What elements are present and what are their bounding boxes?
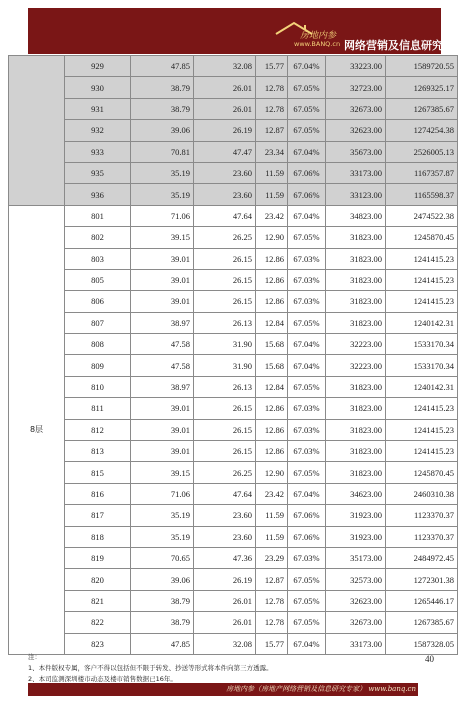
inner-area-cell: 26.15: [194, 291, 256, 312]
unit-cell: 813: [65, 441, 131, 462]
ratio-cell: 67.05%: [288, 98, 326, 119]
ratio-cell: 67.03%: [288, 269, 326, 290]
table-row: [9, 184, 458, 205]
unit-price-cell: 35673.00: [326, 141, 386, 162]
total-price-cell: 1267385.67: [386, 612, 458, 633]
unit-price-cell: 31823.00: [326, 291, 386, 312]
table-row: [9, 355, 458, 376]
inner-area-cell: 26.13: [194, 312, 256, 333]
ratio-cell: 67.04%: [288, 633, 326, 654]
inner-area-cell: 32.08: [194, 56, 256, 77]
total-price-cell: 1240142.31: [386, 376, 458, 397]
inner-area-cell: 26.01: [194, 77, 256, 98]
total-price-cell: 1533170.34: [386, 355, 458, 376]
table-row: [9, 505, 458, 526]
shared-area-cell: 23.29: [256, 547, 288, 568]
unit-price-cell: 33223.00: [326, 56, 386, 77]
shared-area-cell: 12.78: [256, 590, 288, 611]
ratio-cell: 67.06%: [288, 526, 326, 547]
inner-area-cell: 26.15: [194, 441, 256, 462]
table-row: [9, 227, 458, 248]
ratio-cell: 67.04%: [288, 205, 326, 226]
total-area-cell: 38.79: [131, 590, 194, 611]
note-line-2: 2、本司监测深圳楼市动态及楼市销售数据已16年。: [28, 675, 177, 683]
shared-area-cell: 12.86: [256, 291, 288, 312]
total-price-cell: 1241415.23: [386, 441, 458, 462]
ratio-cell: 67.05%: [288, 612, 326, 633]
unit-price-cell: 31923.00: [326, 505, 386, 526]
unit-price-cell: 31823.00: [326, 462, 386, 483]
ratio-cell: 67.03%: [288, 441, 326, 462]
unit-cell: 823: [65, 633, 131, 654]
unit-price-cell: 32673.00: [326, 98, 386, 119]
table-row: [9, 205, 458, 226]
table-row: [9, 462, 458, 483]
unit-cell: 811: [65, 398, 131, 419]
table-row: [9, 569, 458, 590]
table-row: [9, 483, 458, 504]
inner-area-cell: 47.64: [194, 205, 256, 226]
shared-area-cell: 11.59: [256, 184, 288, 205]
header-banner: [28, 8, 465, 54]
unit-cell: 807: [65, 312, 131, 333]
total-area-cell: 38.97: [131, 376, 194, 397]
total-price-cell: 1241415.23: [386, 419, 458, 440]
shared-area-cell: 12.84: [256, 376, 288, 397]
ratio-cell: 67.05%: [288, 590, 326, 611]
shared-area-cell: 12.86: [256, 398, 288, 419]
shared-area-cell: 11.59: [256, 526, 288, 547]
total-price-cell: 1123370.37: [386, 526, 458, 547]
total-price-cell: 1274254.38: [386, 120, 458, 141]
unit-price-cell: 33173.00: [326, 162, 386, 183]
shared-area-cell: 12.86: [256, 441, 288, 462]
inner-area-cell: 26.19: [194, 569, 256, 590]
inner-area-cell: 26.01: [194, 590, 256, 611]
total-area-cell: 47.85: [131, 56, 194, 77]
ratio-cell: 67.05%: [288, 227, 326, 248]
table-row: [9, 398, 458, 419]
inner-area-cell: 23.60: [194, 162, 256, 183]
inner-area-cell: 26.01: [194, 612, 256, 633]
shared-area-cell: 15.77: [256, 56, 288, 77]
unit-cell: 931: [65, 98, 131, 119]
unit-price-cell: 31823.00: [326, 398, 386, 419]
ratio-cell: 67.06%: [288, 505, 326, 526]
unit-cell: 809: [65, 355, 131, 376]
unit-price-cell: 33173.00: [326, 633, 386, 654]
total-area-cell: 71.06: [131, 205, 194, 226]
unit-cell: 805: [65, 269, 131, 290]
total-price-cell: 1269325.17: [386, 77, 458, 98]
total-area-cell: 39.15: [131, 462, 194, 483]
inner-area-cell: 23.60: [194, 505, 256, 526]
total-area-cell: 35.19: [131, 505, 194, 526]
unit-cell: 802: [65, 227, 131, 248]
ratio-cell: 67.05%: [288, 312, 326, 333]
total-price-cell: 1241415.23: [386, 248, 458, 269]
unit-price-cell: 32573.00: [326, 569, 386, 590]
inner-area-cell: 32.08: [194, 633, 256, 654]
total-area-cell: 38.79: [131, 612, 194, 633]
ratio-cell: 67.04%: [288, 355, 326, 376]
table-row: [9, 419, 458, 440]
total-area-cell: 35.19: [131, 184, 194, 205]
total-area-cell: 47.58: [131, 355, 194, 376]
note-heading: 注：: [28, 653, 41, 661]
unit-cell: 935: [65, 162, 131, 183]
unit-cell: 929: [65, 56, 131, 77]
total-area-cell: 47.85: [131, 633, 194, 654]
table-row: [9, 441, 458, 462]
total-price-cell: 1245870.45: [386, 462, 458, 483]
total-price-cell: 1165598.37: [386, 184, 458, 205]
shared-area-cell: 11.59: [256, 505, 288, 526]
ratio-cell: 67.03%: [288, 419, 326, 440]
unit-price-cell: 31923.00: [326, 526, 386, 547]
table-row: [9, 590, 458, 611]
unit-price-cell: 32623.00: [326, 590, 386, 611]
total-area-cell: 39.01: [131, 398, 194, 419]
total-price-cell: 2474522.38: [386, 205, 458, 226]
total-price-cell: 1241415.23: [386, 291, 458, 312]
inner-area-cell: 23.60: [194, 526, 256, 547]
inner-area-cell: 26.25: [194, 227, 256, 248]
table-row: [9, 547, 458, 568]
unit-cell: 933: [65, 141, 131, 162]
ratio-cell: 67.05%: [288, 77, 326, 98]
shared-area-cell: 11.59: [256, 162, 288, 183]
inner-area-cell: 26.01: [194, 98, 256, 119]
total-area-cell: 38.79: [131, 77, 194, 98]
shared-area-cell: 12.78: [256, 98, 288, 119]
table-row: [9, 77, 458, 98]
unit-cell: 820: [65, 569, 131, 590]
inner-area-cell: 31.90: [194, 355, 256, 376]
inner-area-cell: 26.15: [194, 419, 256, 440]
unit-cell: 808: [65, 334, 131, 355]
inner-area-cell: 23.60: [194, 184, 256, 205]
total-area-cell: 39.01: [131, 248, 194, 269]
total-price-cell: 1272301.38: [386, 569, 458, 590]
inner-area-cell: 47.64: [194, 483, 256, 504]
unit-price-cell: 33123.00: [326, 184, 386, 205]
sales-table: [8, 55, 458, 655]
total-area-cell: 39.01: [131, 419, 194, 440]
ratio-cell: 67.04%: [288, 141, 326, 162]
total-area-cell: 39.06: [131, 569, 194, 590]
shared-area-cell: 12.84: [256, 312, 288, 333]
total-price-cell: 1240142.31: [386, 312, 458, 333]
unit-cell: 819: [65, 547, 131, 568]
total-area-cell: 39.15: [131, 227, 194, 248]
shared-area-cell: 15.68: [256, 355, 288, 376]
ratio-cell: 67.05%: [288, 462, 326, 483]
table-row: [9, 162, 458, 183]
ratio-cell: 67.05%: [288, 376, 326, 397]
total-price-cell: 1589720.55: [386, 56, 458, 77]
ratio-cell: 67.04%: [288, 334, 326, 355]
unit-cell: 936: [65, 184, 131, 205]
unit-price-cell: 34823.00: [326, 205, 386, 226]
shared-area-cell: 23.34: [256, 141, 288, 162]
inner-area-cell: 26.15: [194, 248, 256, 269]
page-number: 40: [425, 654, 434, 664]
total-price-cell: 2484972.45: [386, 547, 458, 568]
table-row: [9, 291, 458, 312]
total-area-cell: 39.01: [131, 269, 194, 290]
total-area-cell: 38.97: [131, 312, 194, 333]
note-line-1: 1、本件版权专属，客户不得以包括但不限于转发、抄送等形式将本件向第三方透露。: [28, 664, 273, 672]
unit-cell: 817: [65, 505, 131, 526]
table-row: [9, 56, 458, 77]
table-row: [9, 141, 458, 162]
unit-cell: 812: [65, 419, 131, 440]
inner-area-cell: 47.47: [194, 141, 256, 162]
inner-area-cell: 31.90: [194, 334, 256, 355]
total-area-cell: 39.01: [131, 291, 194, 312]
total-area-cell: 39.06: [131, 120, 194, 141]
unit-cell: 822: [65, 612, 131, 633]
unit-price-cell: 31823.00: [326, 312, 386, 333]
footer-bar: 房地内参（房地产网络营销及信息研究专家） www.banq.cn: [28, 683, 418, 696]
shared-area-cell: 23.42: [256, 483, 288, 504]
inner-area-cell: 26.13: [194, 376, 256, 397]
unit-price-cell: 31823.00: [326, 376, 386, 397]
unit-cell: 821: [65, 590, 131, 611]
table-row: [9, 526, 458, 547]
table-row: [9, 376, 458, 397]
total-price-cell: 1241415.23: [386, 398, 458, 419]
unit-price-cell: 31823.00: [326, 269, 386, 290]
total-price-cell: 2460310.38: [386, 483, 458, 504]
total-price-cell: 1587328.05: [386, 633, 458, 654]
inner-area-cell: 26.19: [194, 120, 256, 141]
shared-area-cell: 15.77: [256, 633, 288, 654]
ratio-cell: 67.03%: [288, 398, 326, 419]
unit-price-cell: 35173.00: [326, 547, 386, 568]
unit-price-cell: 31823.00: [326, 419, 386, 440]
unit-price-cell: 32623.00: [326, 120, 386, 141]
total-area-cell: 70.65: [131, 547, 194, 568]
unit-price-cell: 31823.00: [326, 248, 386, 269]
shared-area-cell: 12.78: [256, 77, 288, 98]
floor-label-cell: 8层: [9, 205, 65, 654]
floor-cell-previous: [9, 56, 65, 206]
total-price-cell: 1533170.34: [386, 334, 458, 355]
shared-area-cell: 23.42: [256, 205, 288, 226]
table-row: [9, 612, 458, 633]
table-row: [9, 120, 458, 141]
unit-price-cell: 32673.00: [326, 612, 386, 633]
ratio-cell: 67.04%: [288, 483, 326, 504]
table-row: [9, 248, 458, 269]
ratio-cell: 67.03%: [288, 291, 326, 312]
total-price-cell: 1267385.67: [386, 98, 458, 119]
unit-cell: 930: [65, 77, 131, 98]
ratio-cell: 67.06%: [288, 162, 326, 183]
shared-area-cell: 12.90: [256, 227, 288, 248]
table-row: [9, 334, 458, 355]
unit-price-cell: 31823.00: [326, 441, 386, 462]
unit-cell: 818: [65, 526, 131, 547]
shared-area-cell: 12.87: [256, 569, 288, 590]
total-area-cell: 39.01: [131, 441, 194, 462]
total-price-cell: 1123370.37: [386, 505, 458, 526]
unit-cell: 801: [65, 205, 131, 226]
shared-area-cell: 12.86: [256, 269, 288, 290]
table-row: [9, 269, 458, 290]
shared-area-cell: 12.87: [256, 120, 288, 141]
ratio-cell: 67.03%: [288, 547, 326, 568]
shared-area-cell: 12.90: [256, 462, 288, 483]
inner-area-cell: 26.15: [194, 398, 256, 419]
header-title: 网络营销及信息研究专家: [344, 39, 465, 52]
table-row: [9, 98, 458, 119]
shared-area-cell: 12.86: [256, 248, 288, 269]
total-price-cell: 1167357.87: [386, 162, 458, 183]
inner-area-cell: 26.15: [194, 269, 256, 290]
unit-price-cell: 32223.00: [326, 355, 386, 376]
total-area-cell: 70.81: [131, 141, 194, 162]
shared-area-cell: 12.78: [256, 612, 288, 633]
total-price-cell: 1245870.45: [386, 227, 458, 248]
ratio-cell: 67.05%: [288, 120, 326, 141]
total-price-cell: 1241415.23: [386, 269, 458, 290]
table-row: [9, 312, 458, 333]
total-area-cell: 47.58: [131, 334, 194, 355]
unit-cell: 932: [65, 120, 131, 141]
inner-area-cell: 26.25: [194, 462, 256, 483]
unit-cell: 816: [65, 483, 131, 504]
unit-price-cell: 32223.00: [326, 334, 386, 355]
ratio-cell: 67.03%: [288, 248, 326, 269]
total-price-cell: 1265446.17: [386, 590, 458, 611]
shared-area-cell: 12.86: [256, 419, 288, 440]
unit-price-cell: 32723.00: [326, 77, 386, 98]
ratio-cell: 67.04%: [288, 56, 326, 77]
unit-cell: 806: [65, 291, 131, 312]
unit-price-cell: 31823.00: [326, 227, 386, 248]
total-area-cell: 35.19: [131, 162, 194, 183]
total-price-cell: 2526005.13: [386, 141, 458, 162]
ratio-cell: 67.06%: [288, 184, 326, 205]
inner-area-cell: 47.36: [194, 547, 256, 568]
logo-url: www.BANQ.cn: [294, 40, 341, 48]
unit-cell: 815: [65, 462, 131, 483]
logo-text: 房地内参: [300, 31, 337, 41]
total-area-cell: 71.06: [131, 483, 194, 504]
ratio-cell: 67.05%: [288, 569, 326, 590]
total-area-cell: 38.79: [131, 98, 194, 119]
shared-area-cell: 15.68: [256, 334, 288, 355]
total-area-cell: 35.19: [131, 526, 194, 547]
unit-price-cell: 34623.00: [326, 483, 386, 504]
unit-cell: 803: [65, 248, 131, 269]
unit-cell: 810: [65, 376, 131, 397]
